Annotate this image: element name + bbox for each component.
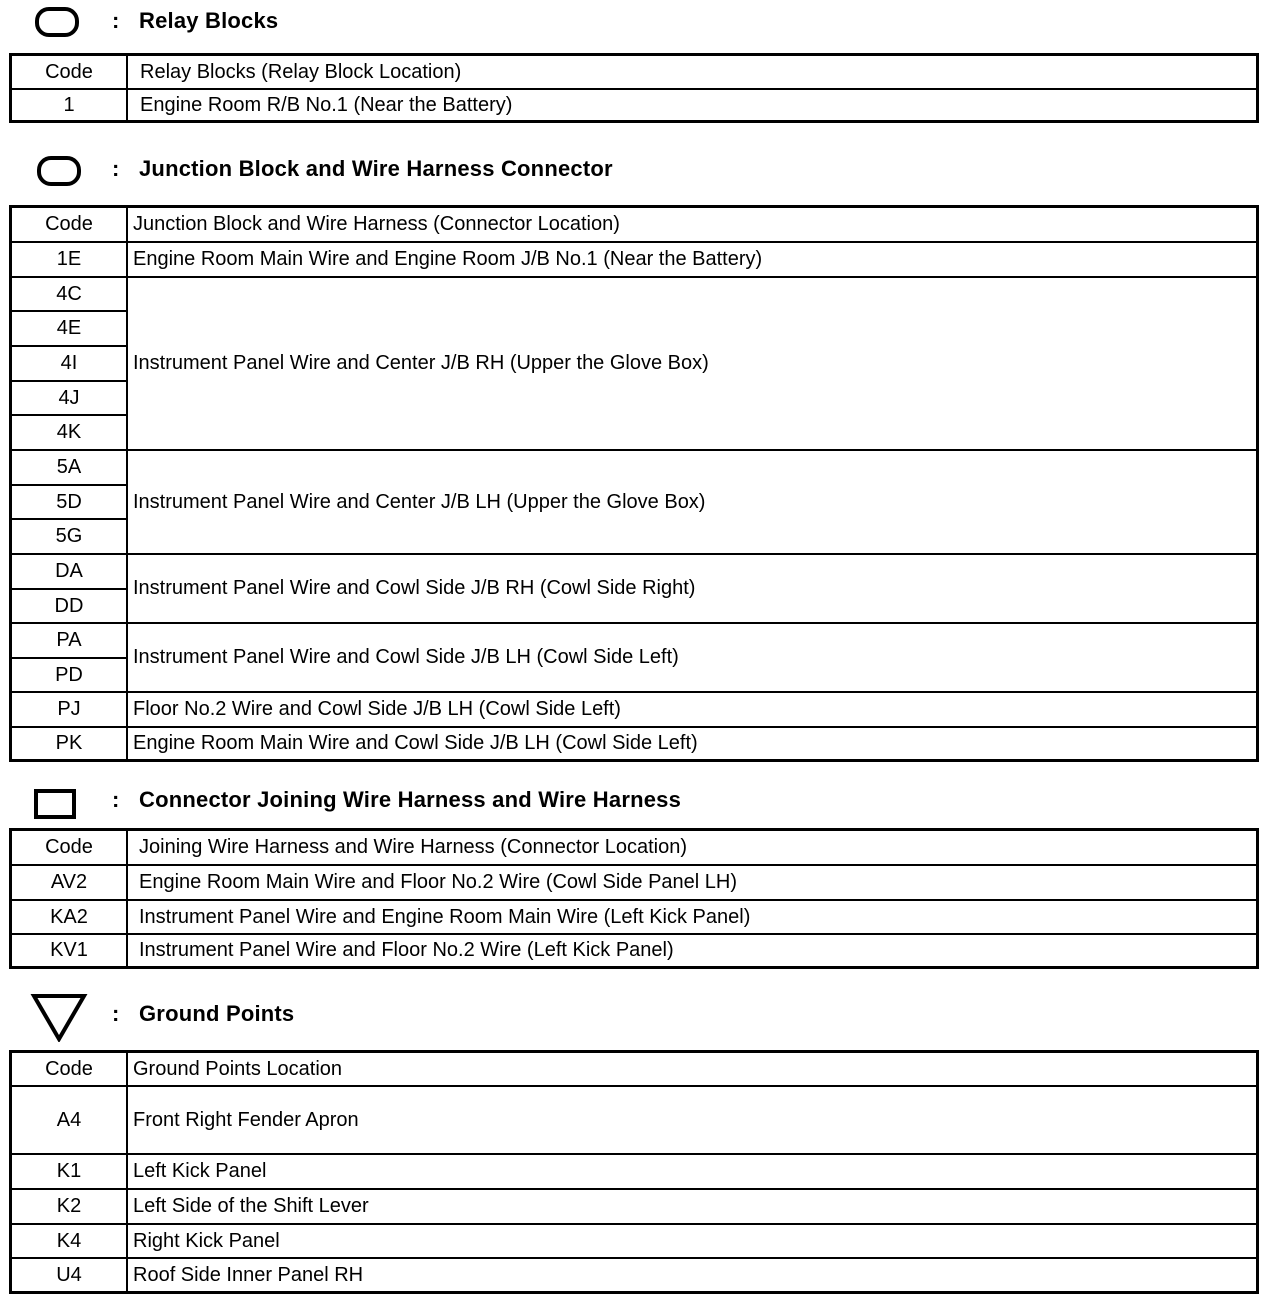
table-row: [11, 89, 1258, 122]
location-header: Junction Block and Wire Harness (Connector Location): [127, 207, 1258, 242]
table-row: [11, 1224, 1258, 1258]
code-header: Code: [11, 830, 128, 865]
table-row: [11, 1258, 1258, 1293]
table-row: [11, 865, 1258, 900]
table-row: [11, 692, 1258, 727]
code-cell: 4I: [11, 346, 128, 381]
table-row: [11, 1086, 1258, 1154]
heading-colon: :: [112, 156, 120, 181]
code-cell: 1: [11, 89, 128, 122]
connector-joining-heading: [0, 780, 1280, 828]
rounded-rectangle-icon: [37, 156, 81, 186]
junction-block-table: [9, 205, 1259, 762]
location-cell: Engine Room Main Wire and Engine Room J/B No.1 (Near the Battery): [127, 242, 1258, 277]
code-header: Code: [11, 207, 128, 242]
code-cell: K1: [11, 1154, 128, 1189]
location-cell: Engine Room Main Wire and Cowl Side J/B LH (Cowl Side Left): [127, 727, 1258, 761]
junction-block-heading: [0, 148, 1280, 196]
table-row: [11, 1189, 1258, 1224]
table-row: [11, 277, 1258, 311]
table-header-row: [11, 1052, 1258, 1086]
code-cell: 5G: [11, 519, 128, 554]
location-cell: Engine Room Main Wire and Floor No.2 Wire (Cowl Side Panel LH): [127, 865, 1258, 900]
heading-colon: :: [112, 8, 120, 33]
table-row: [11, 450, 1258, 485]
location-cell: Instrument Panel Wire and Floor No.2 Wire (Left Kick Panel): [127, 934, 1258, 968]
code-cell: 4K: [11, 415, 128, 450]
heading-colon: :: [112, 1001, 120, 1026]
ground-points-table: [9, 1050, 1259, 1294]
table-row: [11, 727, 1258, 761]
location-header: Relay Blocks (Relay Block Location): [127, 55, 1258, 89]
code-header: Code: [11, 1052, 128, 1086]
code-cell: KV1: [11, 934, 128, 968]
section-title: Relay Blocks: [139, 8, 279, 33]
section-title: Ground Points: [139, 1001, 295, 1026]
code-cell: A4: [11, 1086, 128, 1154]
code-cell: U4: [11, 1258, 128, 1293]
heading-colon: :: [112, 787, 120, 812]
location-header: Ground Points Location: [127, 1052, 1258, 1086]
location-cell: Left Kick Panel: [127, 1154, 1258, 1189]
location-cell: Instrument Panel Wire and Engine Room Main Wire (Left Kick Panel): [127, 900, 1258, 934]
code-cell: PA: [11, 623, 128, 658]
rounded-rectangle-icon: [35, 7, 79, 37]
location-cell: Left Side of the Shift Lever: [127, 1189, 1258, 1224]
location-cell: Front Right Fender Apron: [127, 1086, 1258, 1154]
code-cell: 1E: [11, 242, 128, 277]
table-row: [11, 242, 1258, 277]
code-cell: 5A: [11, 450, 128, 485]
section-title: Connector Joining Wire Harness and Wire Harness: [139, 787, 682, 812]
code-header: Code: [11, 55, 128, 89]
table-row: [11, 900, 1258, 934]
code-cell: KA2: [11, 900, 128, 934]
table-row: [11, 623, 1258, 658]
location-cell: Instrument Panel Wire and Cowl Side J/B RH (Cowl Side Right): [127, 554, 1258, 623]
code-cell: PK: [11, 727, 128, 761]
location-cell: Roof Side Inner Panel RH: [127, 1258, 1258, 1293]
location-cell: Floor No.2 Wire and Cowl Side J/B LH (Cowl Side Left): [127, 692, 1258, 727]
code-cell: 4C: [11, 277, 128, 311]
table-header-row: [11, 207, 1258, 242]
code-cell: DA: [11, 554, 128, 589]
ground-points-heading: [0, 990, 1280, 1038]
relay-blocks-heading: [0, 0, 1280, 48]
code-cell: AV2: [11, 865, 128, 900]
connector-joining-table: [9, 828, 1259, 969]
location-header: Joining Wire Harness and Wire Harness (Connector Location): [127, 830, 1258, 865]
down-triangle-icon: [30, 992, 88, 1042]
table-row: [11, 554, 1258, 589]
code-cell: PD: [11, 658, 128, 692]
location-cell: Right Kick Panel: [127, 1224, 1258, 1258]
code-cell: PJ: [11, 692, 128, 727]
section-title: Junction Block and Wire Harness Connector: [139, 156, 613, 181]
location-cell: Instrument Panel Wire and Center J/B RH (Upper the Glove Box): [127, 277, 1258, 450]
table-row: [11, 1154, 1258, 1189]
code-cell: DD: [11, 589, 128, 623]
table-header-row: [11, 830, 1258, 865]
code-cell: K2: [11, 1189, 128, 1224]
location-cell: Engine Room R/B No.1 (Near the Battery): [127, 89, 1258, 122]
code-cell: 4J: [11, 381, 128, 415]
relay-blocks-table: [9, 53, 1259, 123]
code-cell: 4E: [11, 311, 128, 346]
code-cell: 5D: [11, 485, 128, 519]
table-row: [11, 934, 1258, 968]
table-header-row: [11, 55, 1258, 89]
location-cell: Instrument Panel Wire and Center J/B LH (Upper the Glove Box): [127, 450, 1258, 554]
rectangle-icon: [34, 789, 76, 819]
location-cell: Instrument Panel Wire and Cowl Side J/B LH (Cowl Side Left): [127, 623, 1258, 692]
code-cell: K4: [11, 1224, 128, 1258]
